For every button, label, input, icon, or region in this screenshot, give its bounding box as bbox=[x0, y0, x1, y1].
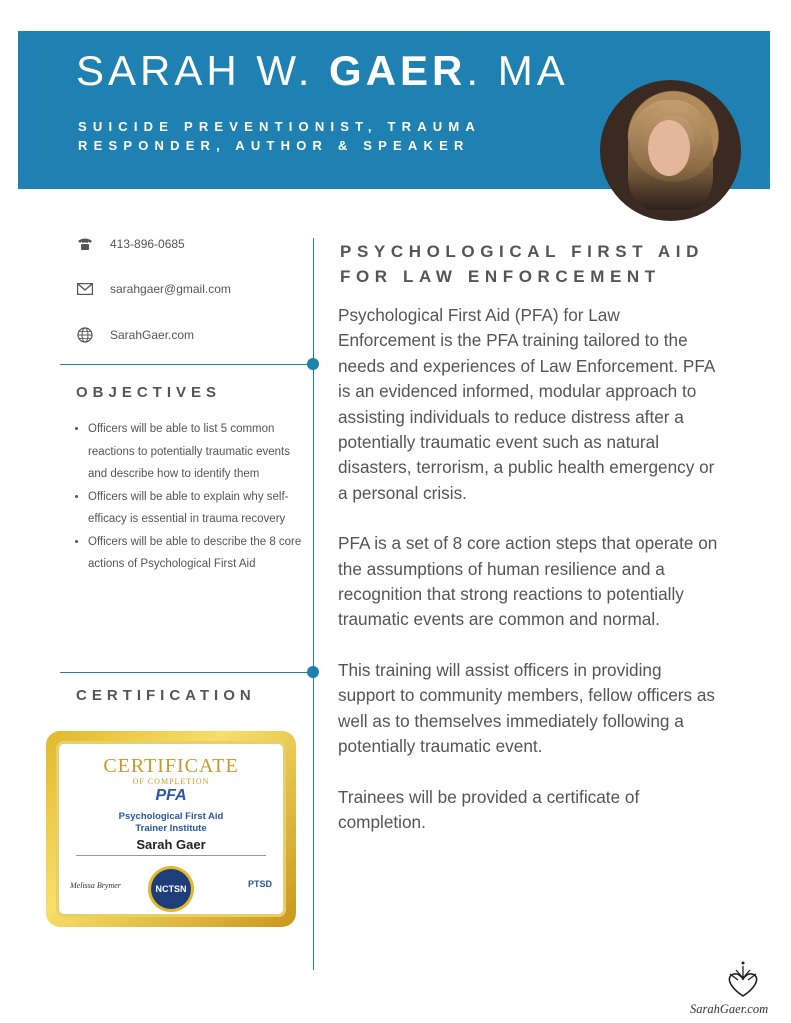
globe-icon bbox=[76, 326, 94, 344]
institute-line-1: Psychological First Aid bbox=[118, 811, 224, 822]
name-last: GAER bbox=[329, 47, 467, 94]
list-item: • Officers will be able to list 5 common reactions to potentially traumatic events and describe how to identify them bbox=[88, 418, 306, 486]
vertical-divider bbox=[313, 238, 314, 970]
list-item: • Officers will be able to describe the 8 core actions of Psychological First Aid bbox=[88, 531, 306, 576]
paragraph: PFA is a set of 8 core action steps that operate on the assumptions of human resilience and a recognition that strong reactions to potentially traumatic events are common and normal. bbox=[338, 533, 718, 630]
lotus-heart-icon bbox=[718, 958, 768, 998]
profile-photo bbox=[600, 80, 741, 221]
certificate-institute bbox=[56, 811, 286, 835]
subtitle-line-2: RESPONDER, AUTHOR & SPEAKER bbox=[78, 138, 470, 153]
logo-text: SarahGaer.com bbox=[690, 1002, 769, 1016]
certification-title: CERTIFICATION bbox=[76, 687, 256, 704]
phone-icon bbox=[76, 235, 94, 253]
page-title bbox=[340, 239, 704, 289]
mail-icon bbox=[76, 280, 94, 298]
subtitle-line-1: SUICIDE PREVENTIONIST, TRAUMA bbox=[78, 119, 481, 134]
institute-line-2: Trainer Institute bbox=[135, 823, 207, 834]
ptsd-logo: PTSD bbox=[247, 879, 272, 889]
nctsn-seal: NCTSN bbox=[151, 869, 191, 909]
website-text: SarahGaer.com bbox=[110, 328, 195, 342]
paragraph: Trainees will be provided a certificate of completion. bbox=[338, 786, 640, 832]
title-line-1: PSYCHOLOGICAL FIRST AID bbox=[340, 242, 704, 261]
paragraph: Psychological First Aid (PFA) for Law Enforcement is the PFA training tailored to the needs and experiences of Law Enforcement. PFA is an evidenced informed, modular approach to assisting individuals to reduce distress after a potentially traumatic event such as natural disasters, terrorism, a public health emergency or a personal crisis. bbox=[338, 305, 715, 503]
certificate-line bbox=[76, 855, 266, 856]
certificate-signature: Melissa Brymer bbox=[70, 881, 121, 890]
paragraph: This training will assist officers in providing support to community members, fellow officers as well as to themselves immediately following a potentially traumatic event. bbox=[338, 659, 715, 757]
description-body bbox=[338, 303, 718, 860]
divider-objectives bbox=[60, 672, 313, 673]
certificate-recipient: Sarah Gaer bbox=[136, 837, 206, 852]
contact-website[interactable] bbox=[76, 325, 194, 345]
name-suffix: . MA bbox=[466, 47, 569, 94]
certificate-heading: CERTIFICATE bbox=[103, 755, 239, 777]
name-heading bbox=[76, 47, 569, 95]
pfa-logo: PFA bbox=[155, 787, 187, 804]
email-text: sarahgaer@gmail.com bbox=[110, 282, 231, 296]
contact-email[interactable] bbox=[76, 279, 231, 299]
subtitle bbox=[78, 117, 578, 155]
divider-dot-1 bbox=[307, 358, 319, 370]
divider-dot-2 bbox=[307, 666, 319, 678]
name-first: SARAH W. bbox=[76, 47, 330, 94]
title-line-2: FOR LAW ENFORCEMENT bbox=[340, 267, 661, 286]
phone-text: 413-896-0685 bbox=[110, 237, 185, 251]
objectives-list bbox=[72, 418, 306, 576]
list-item: • Officers will be able to explain why self-efficacy is essential in trauma recovery bbox=[88, 486, 306, 531]
objectives-title: OBJECTIVES bbox=[76, 384, 222, 401]
contact-phone[interactable] bbox=[76, 234, 185, 254]
divider-contact bbox=[60, 364, 313, 365]
certificate-image bbox=[46, 731, 296, 927]
certificate-subheading: OF COMPLETION bbox=[132, 777, 210, 786]
